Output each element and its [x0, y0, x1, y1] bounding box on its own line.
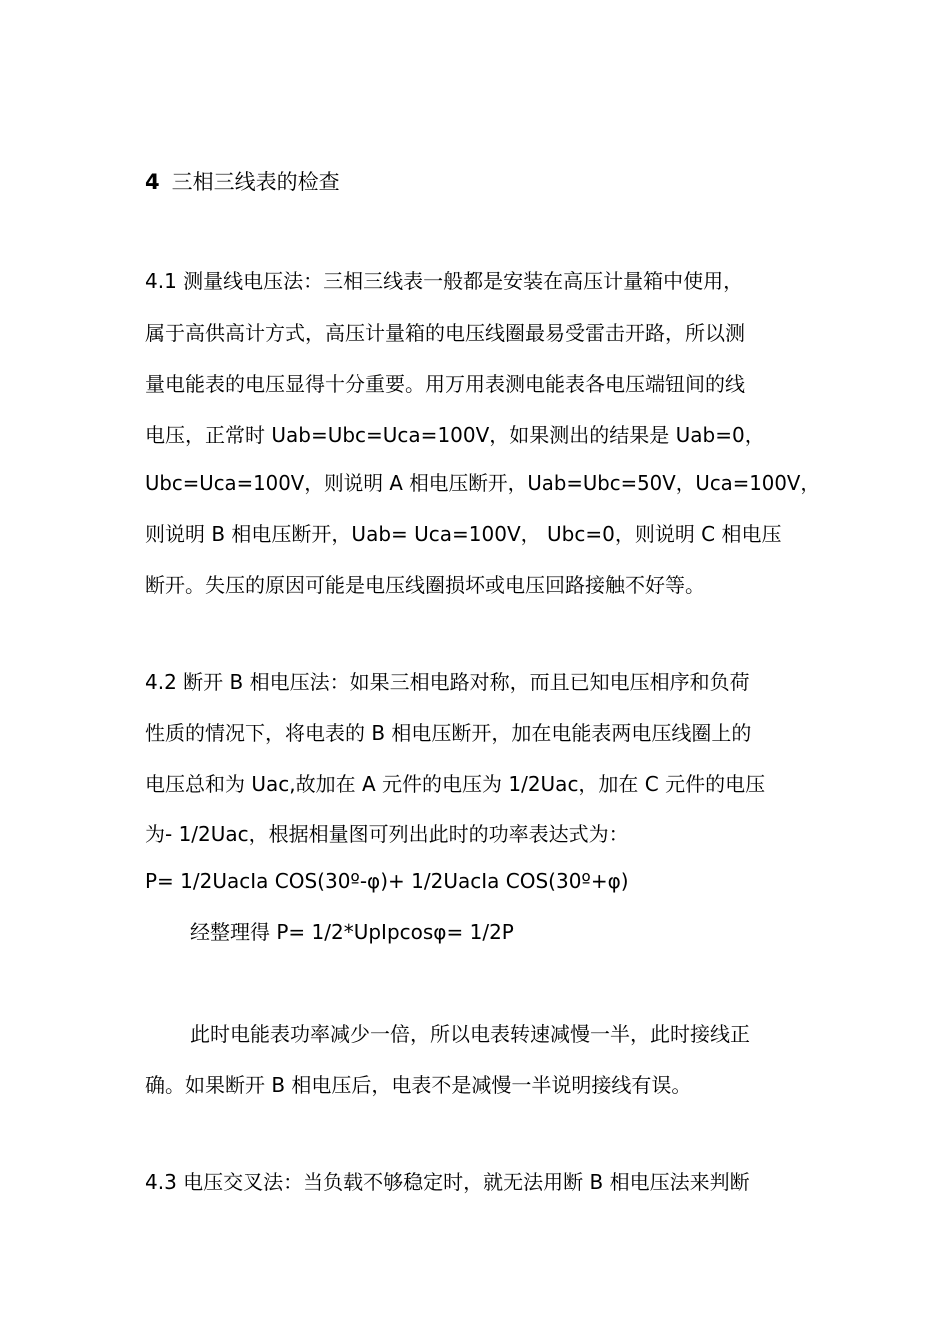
paragraph-4-2-line-2: 性质的情况下，将电表的 B 相电压断开，加在电能表两电压线圈上的 [145, 721, 752, 745]
section-title: 三相三线表的检查 [171, 170, 340, 194]
paragraph-4-1-line-5: Ubc=Uca=100V，则说明 A 相电压断开，Uab=Ubc=50V，Uca=100V， [145, 471, 821, 495]
note-line-2: 确。如果断开 B 相电压后，电表不是减慢一半说明接线有误。 [145, 1073, 692, 1097]
paragraph-4-1-line-1: 4.1 测量线电压法：三相三线表一般都是安装在高压计量箱中使用， [145, 269, 744, 293]
formula-result: 经整理得 P= 1/2*UpIpcosφ= 1/2P [190, 920, 514, 944]
paragraph-4-1-line-4: 电压，正常时 Uab=Ubc=Uca=100V，如果测出的结果是 Uab=0， [145, 423, 765, 447]
paragraph-4-3-line-1: 4.3 电压交叉法：当负载不够稳定时，就无法用断 B 相电压法来判断 [145, 1170, 750, 1194]
power-formula: P= 1/2UacIa COS(30º-φ)+ 1/2UacIa COS(30º+φ) [145, 869, 629, 893]
paragraph-4-1-line-6: 则说明 B 相电压断开，Uab= Uca=100V， Ubc=0，则说明 C 相电压 [145, 522, 782, 546]
section-number: 4 [145, 170, 160, 194]
paragraph-4-1-line-3: 量电能表的电压显得十分重要。用万用表测电能表各电压端钮间的线 [145, 372, 745, 396]
note-line-1: 此时电能表功率减少一倍，所以电表转速减慢一半，此时接线正 [190, 1022, 750, 1046]
paragraph-4-2-line-1: 4.2 断开 B 相电压法：如果三相电路对称，而且已知电压相序和负荷 [145, 670, 750, 694]
paragraph-4-1-line-2: 属于高供高计方式，高压计量箱的电压线圈最易受雷击开路，所以测 [145, 321, 745, 345]
paragraph-4-2-line-4: 为- 1/2Uac，根据相量图可列出此时的功率表达式为： [145, 822, 629, 846]
section-heading [145, 168, 340, 196]
paragraph-4-1-line-7: 断开。失压的原因可能是电压线圈损坏或电压回路接触不好等。 [145, 573, 705, 597]
paragraph-4-2-line-3: 电压总和为 Uac,故加在 A 元件的电压为 1/2Uac，加在 C 元件的电压 [145, 772, 766, 796]
